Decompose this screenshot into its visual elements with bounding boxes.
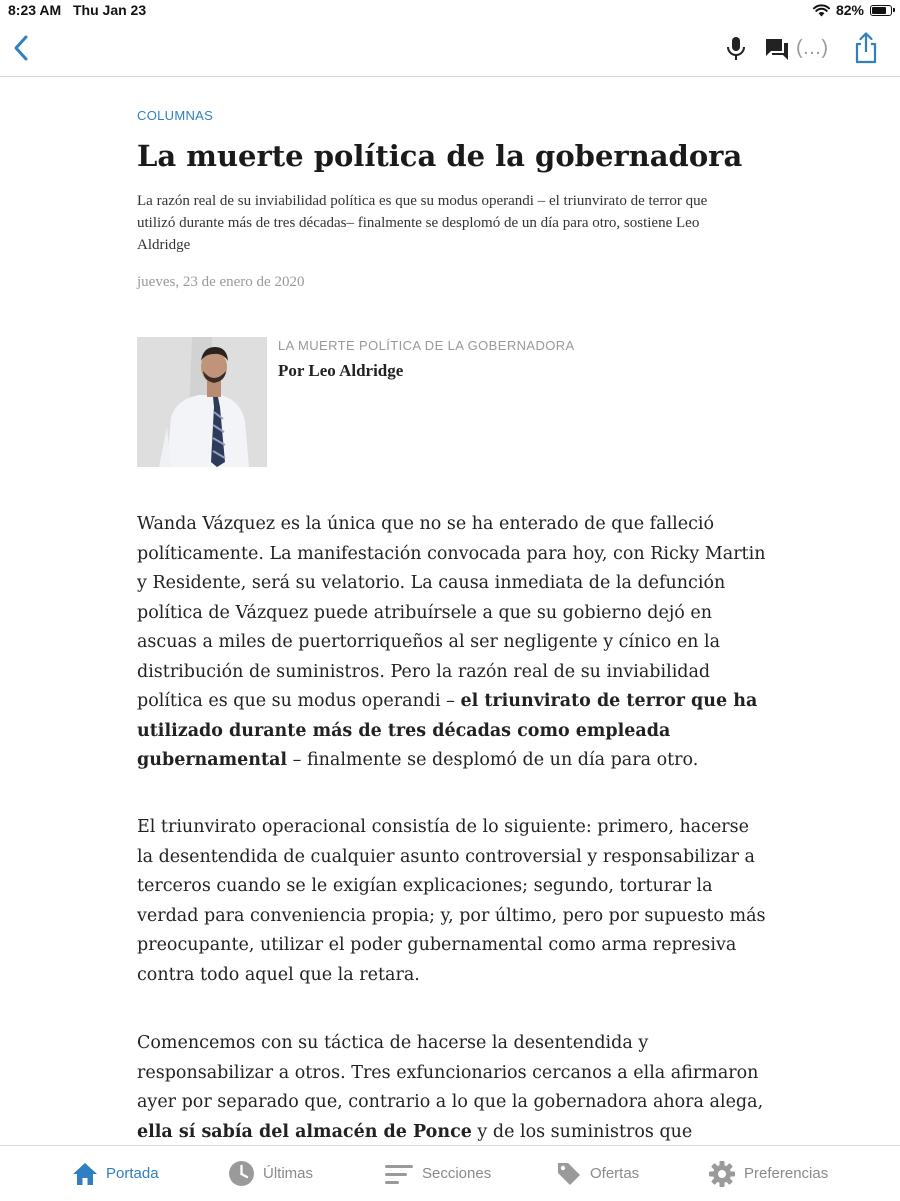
tab-bar <box>0 1145 900 1201</box>
paragraph-1-text: Wanda Vázquez es la única que no se ha enterado de que falleció políticamente. La manifestación convocada para hoy, con Ricky Martin y Residente, será su velatorio. La causa inmediata de la defunción política de Vázquez puede atribuírsele a que su gobierno dejó en ascuas a miles de puertorriqueños al ser negligente y cínico en la distribución de suministros. Pero la razón real de su inviabilidad política es que su modus operandi – <box>137 514 766 711</box>
back-chevron-icon[interactable] <box>10 34 34 62</box>
tab-preferencias-label: Preferencias <box>744 1165 829 1182</box>
tab-portada-label: Portada <box>106 1165 159 1182</box>
home-icon <box>72 1162 98 1186</box>
paragraph-3-tail: y de los suministros que <box>477 1121 693 1142</box>
tab-ofertas-label: Ofertas <box>590 1165 640 1182</box>
byline[interactable]: Por Leo Aldridge <box>278 361 404 380</box>
status-time: 8:23 AM <box>8 2 62 18</box>
paragraph-3-text: Comencemos con su táctica de hacerse la desentendida y responsabilizar a otros. Tres exfuncionarios cercanos a ella afirmaron ayer por separado que, contrario a lo que la gobernadora ahora alega, <box>137 1033 764 1112</box>
paragraph-2: El triunvirato operacional consistía de lo siguiente: primero, hacerse la desentendida de cualquier asunto controversial y responsabilizar a terceros cuando se le exigían explicaciones; segundo, torturar la verdad para conveniencia propia; y, por último, pero por supuesto más preocupante, utilizar el poder gubernamental como arma represiva contra todo aquel que la retara. <box>137 817 766 985</box>
gear-icon <box>708 1160 736 1188</box>
tab-preferencias[interactable] <box>708 1146 828 1201</box>
section-label[interactable]: COLUMNAS <box>137 108 214 123</box>
paragraph-1 <box>137 510 767 776</box>
tab-ultimas-label: Últimas <box>263 1165 314 1182</box>
headline: La muerte política de la gobernadora <box>137 139 743 173</box>
clock-icon <box>228 1160 255 1187</box>
status-right <box>813 2 892 18</box>
tab-secciones-label: Secciones <box>422 1165 492 1182</box>
share-icon[interactable] <box>853 32 879 64</box>
battery-fill <box>872 7 886 14</box>
column-name: LA MUERTE POLÍTICA DE LA GOBERNADORA <box>278 338 575 353</box>
paragraph-3-bold: ella sí sabía del almacén de Ponce <box>137 1121 472 1142</box>
tab-secciones[interactable] <box>384 1146 491 1201</box>
nav-bar <box>0 22 900 77</box>
battery-icon <box>870 5 892 16</box>
menu-icon <box>384 1163 414 1185</box>
publish-date: jueves, 23 de enero de 2020 <box>137 274 305 290</box>
paragraph-1-bold: el triunvirato de terror que ha utilizado durante más de tres décadas como empleada gubernamental <box>137 691 758 770</box>
wifi-icon <box>813 4 830 17</box>
tab-ultimas[interactable] <box>228 1146 313 1201</box>
status-date: Thu Jan 23 <box>73 2 147 18</box>
battery-percent: 82% <box>835 2 864 18</box>
comments-count[interactable]: (...) <box>796 37 829 59</box>
tab-portada[interactable] <box>72 1146 159 1201</box>
article-dek: La razón real de su inviabilidad política es que su modus operandi – el triunvirato de terror que utilizó durante más de tres décadas– finalmente se desplomó de un día para otro, sostiene Leo Aldridge <box>137 193 708 253</box>
comments-icon[interactable] <box>764 36 790 62</box>
status-bar <box>0 0 900 22</box>
tag-icon <box>556 1161 582 1187</box>
tab-ofertas[interactable] <box>556 1146 639 1201</box>
author-photo <box>137 337 267 467</box>
paragraph-1-tail: – finalmente se desplomó de un día para otro. <box>287 750 699 770</box>
microphone-icon[interactable] <box>724 36 748 62</box>
